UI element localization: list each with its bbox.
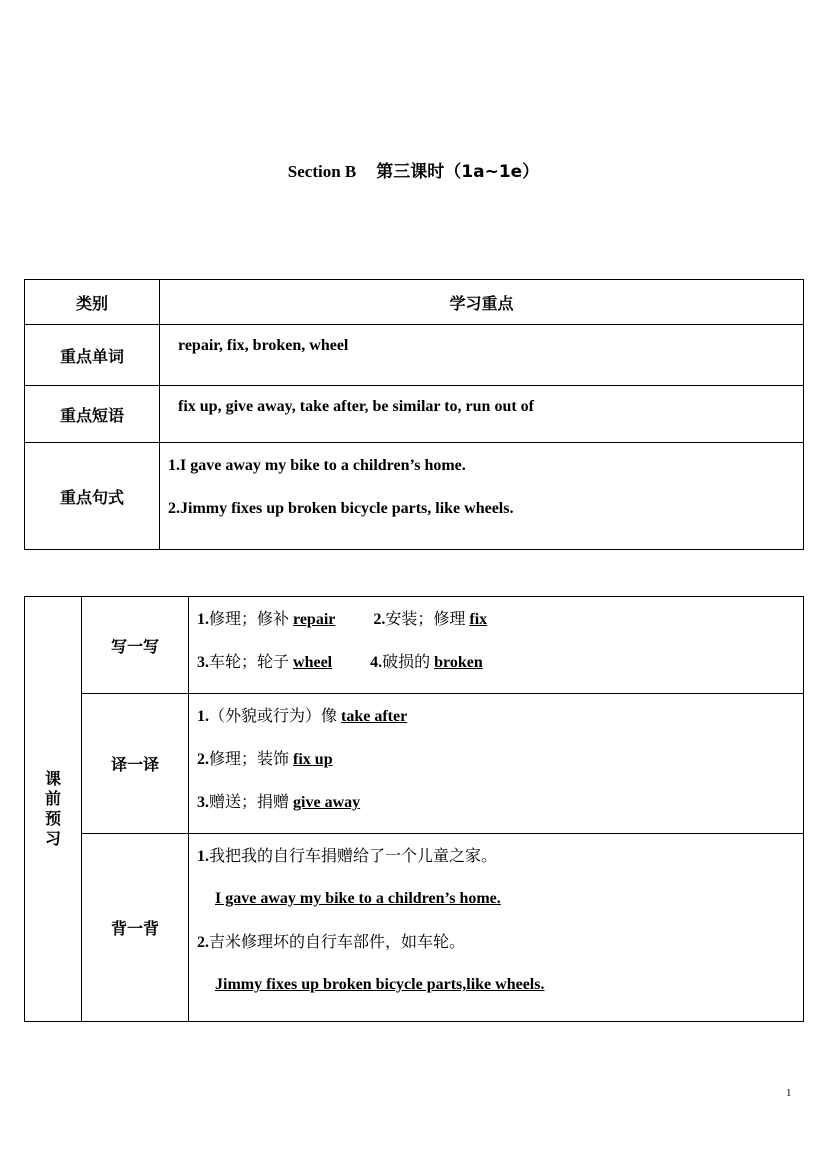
table-row	[25, 443, 804, 550]
row-label-sentences: 重点句式	[25, 443, 160, 550]
list-item: 2.修理；装饰 fix up	[197, 749, 333, 768]
page-title	[0, 160, 827, 184]
row-label-phrases: 重点短语	[25, 386, 160, 443]
header-category: 类别	[25, 280, 160, 325]
recite-content	[189, 834, 804, 1022]
table-row	[25, 386, 804, 443]
preview-table	[24, 596, 804, 1022]
lesson-label: 第三课时（1a~1e）	[376, 162, 540, 182]
label-translate: 译一译	[82, 694, 189, 834]
focus-table	[24, 279, 804, 550]
key-sentences	[160, 443, 804, 550]
list-item: 2.吉米修理坏的自行车部件，如车轮。	[197, 932, 466, 951]
label-write: 写一写	[82, 597, 189, 694]
side-label-preview: 课 前 预 习	[25, 597, 82, 1022]
list-item: 1.（外貌或行为）像 take after	[197, 706, 408, 725]
list-item: 1.我把我的自行车捐赠给了一个儿童之家。	[197, 846, 498, 865]
row-label-words: 重点单词	[25, 325, 160, 386]
key-phrases: fix up, give away, take after, be similar to, run out of	[160, 386, 804, 443]
translate-content	[189, 694, 804, 834]
label-recite: 背一背	[82, 834, 189, 1022]
focus-header-row	[25, 280, 804, 325]
list-item: 3.赠送；捐赠 give away	[197, 792, 361, 811]
write-content	[189, 597, 804, 694]
header-focus: 学习重点	[160, 280, 804, 325]
section-label: Section B	[287, 162, 357, 181]
table-row	[25, 325, 804, 386]
table-row	[25, 694, 804, 834]
table-row	[25, 597, 804, 694]
key-sentence: 2.Jimmy fixes up broken bicycle parts, like wheels.	[168, 500, 514, 517]
list-item: 3.车轮；轮子 wheel 4.破损的 broken	[197, 652, 483, 671]
table-row	[25, 834, 804, 1022]
page-number: 1	[786, 1087, 792, 1099]
key-sentence: 1.I gave away my bike to a children’s home.	[168, 457, 466, 474]
list-item: Jimmy fixes up broken bicycle parts,like wheels.	[215, 976, 545, 993]
key-words: repair, fix, broken, wheel	[160, 325, 804, 386]
list-item: I gave away my bike to a children’s home.	[215, 890, 501, 907]
list-item: 1.修理；修补 repair 2.安装；修理 fix	[197, 609, 488, 628]
